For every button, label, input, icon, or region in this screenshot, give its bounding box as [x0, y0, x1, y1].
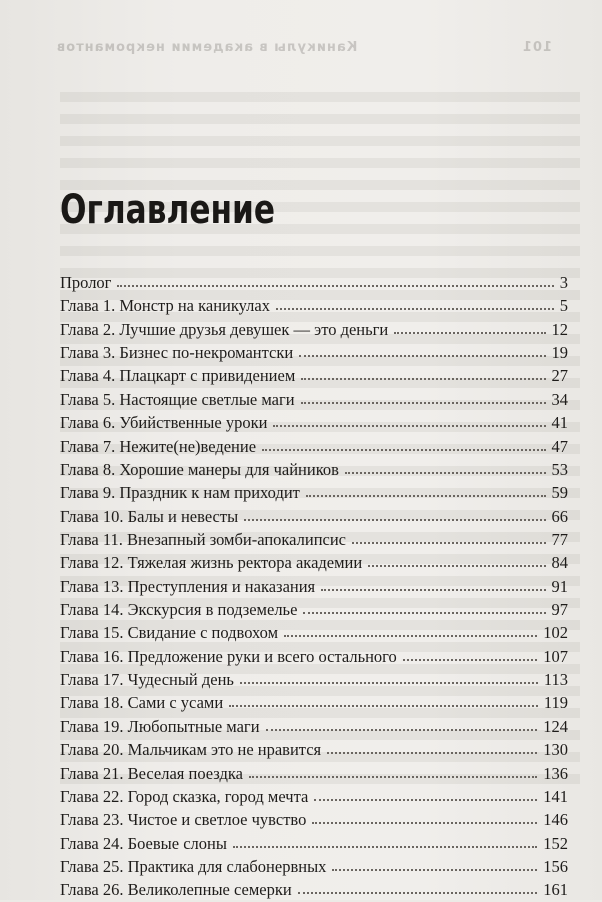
toc-entry[interactable]	[60, 878, 568, 901]
dot-leader	[117, 283, 553, 287]
dot-leader	[303, 610, 545, 614]
toc-entry-label: Глава 8. Хорошие манеры для чайников	[60, 459, 339, 479]
toc-entry-label: Глава 16. Предложение руки и всего остального	[60, 646, 397, 666]
toc-entry-page-number: 136	[543, 763, 568, 783]
toc-entry-label: Глава 21. Веселая поездка	[60, 763, 243, 783]
toc-entry-page-number: 107	[543, 646, 568, 666]
toc-entry-page-number: 102	[543, 623, 568, 643]
dot-leader	[301, 400, 546, 404]
toc-entry[interactable]	[60, 318, 568, 341]
toc-entry[interactable]	[60, 785, 568, 808]
toc-entry-label: Глава 13. Преступления и наказания	[60, 576, 316, 596]
toc-entry-label: Глава 18. Сами с усами	[60, 693, 224, 713]
toc-entry-label: Глава 24. Боевые слоны	[60, 833, 227, 853]
toc-entry[interactable]	[60, 691, 568, 714]
dot-leader	[321, 587, 545, 591]
toc-entry-label: Глава 2. Лучшие друзья девушек — это деньги	[60, 319, 389, 339]
toc-entry-label: Глава 5. Настоящие светлые маги	[60, 389, 295, 409]
toc-entry-label: Глава 4. Плацкарт с привидением	[60, 366, 296, 386]
toc-entry-page-number: 53	[551, 459, 568, 479]
toc-entry-label: Глава 12. Тяжелая жизнь ректора академии	[60, 553, 363, 573]
toc-entry[interactable]	[60, 364, 568, 387]
dot-leader	[299, 353, 545, 357]
toc-entry[interactable]	[60, 575, 568, 598]
dot-leader	[394, 330, 545, 334]
toc-entry-label: Глава 15. Свидание с подвохом	[60, 623, 279, 643]
dot-leader	[266, 727, 538, 731]
toc-entry-page-number: 124	[543, 716, 568, 736]
toc-entry[interactable]	[60, 505, 568, 528]
dot-leader	[327, 750, 537, 754]
toc-entry-label: Глава 1. Монстр на каникулах	[60, 296, 270, 316]
toc-entry-page-number: 66	[551, 506, 568, 526]
toc-entry-page-number: 91	[551, 576, 568, 596]
toc-entry[interactable]	[60, 294, 568, 317]
toc-entry[interactable]	[60, 668, 568, 691]
dot-leader	[249, 774, 537, 778]
toc-entry-label: Глава 25. Практика для слабонервных	[60, 856, 327, 876]
page-title: Оглавление	[60, 187, 276, 233]
toc-entry-label: Глава 14. Экскурсия в подземелье	[60, 600, 298, 620]
toc-entry[interactable]	[60, 271, 568, 294]
dot-leader	[314, 797, 537, 801]
toc-entry-page-number: 84	[551, 553, 568, 573]
toc-entry[interactable]	[60, 551, 568, 574]
dot-leader	[345, 470, 546, 474]
dot-leader	[276, 306, 554, 310]
toc-entry[interactable]	[60, 832, 568, 855]
toc-entry[interactable]	[60, 738, 568, 761]
toc-entry-page-number: 59	[551, 483, 568, 503]
toc-entry-page-number: 146	[543, 810, 568, 830]
dot-leader	[262, 447, 545, 451]
dot-leader	[352, 540, 545, 544]
toc-entry-label: Глава 20. Мальчикам это не нравится	[60, 740, 322, 760]
toc-entry[interactable]	[60, 855, 568, 878]
toc-entry[interactable]	[60, 645, 568, 668]
toc-entry-label: Глава 19. Любопытные маги	[60, 716, 260, 736]
toc-entry-page-number: 27	[551, 366, 568, 386]
toc-entry-page-number: 3	[559, 273, 568, 292]
toc-entry[interactable]	[60, 458, 568, 481]
dot-leader	[368, 563, 545, 567]
dot-leader	[284, 633, 537, 637]
toc-entry[interactable]	[60, 411, 568, 434]
toc-entry[interactable]	[60, 388, 568, 411]
toc-entry-page-number: 97	[551, 600, 568, 620]
toc-entry-label: Глава 10. Балы и невесты	[60, 506, 239, 526]
dot-leader	[240, 680, 538, 684]
toc-entry-label: Глава 7. Нежите(не)ведение	[60, 436, 257, 456]
toc-entry[interactable]	[60, 762, 568, 785]
toc-entry-label: Глава 3. Бизнес по-некромантски	[60, 343, 294, 363]
dot-leader	[312, 820, 537, 824]
toc-entry[interactable]	[60, 528, 568, 551]
toc-entry-label: Глава 26. Великолепные семерки	[60, 880, 292, 900]
toc-entry-page-number: 12	[551, 319, 568, 339]
toc-entry-page-number: 130	[543, 740, 568, 760]
toc-entry-label: Глава 11. Внезапный зомби-апокалипсис	[60, 529, 347, 549]
toc-entry-page-number: 152	[543, 833, 568, 853]
toc-entry[interactable]	[60, 598, 568, 621]
toc-entry[interactable]	[60, 341, 568, 364]
dot-leader	[332, 867, 537, 871]
table-of-contents	[60, 271, 568, 902]
toc-entry-label: Глава 22. Город сказка, город мечта	[60, 786, 309, 806]
toc-entry[interactable]	[60, 621, 568, 644]
dot-leader	[273, 423, 545, 427]
mirrored-running-header	[56, 40, 552, 55]
dot-leader	[301, 376, 545, 380]
running-title: Каникулы в академии некромантов	[56, 40, 358, 55]
toc-entry-label: Глава 23. Чистое и светлое чувство	[60, 810, 307, 830]
toc-entry-page-number: 5	[559, 296, 568, 316]
toc-entry-page-number: 34	[551, 389, 568, 409]
toc-entry-page-number: 19	[551, 343, 568, 363]
toc-entry-page-number: 141	[543, 786, 568, 806]
toc-entry-label: Глава 17. Чудесный день	[60, 670, 234, 690]
toc-entry[interactable]	[60, 808, 568, 831]
toc-entry-page-number: 47	[551, 436, 568, 456]
toc-entry[interactable]	[60, 435, 568, 458]
toc-entry-label: Пролог	[60, 273, 112, 292]
toc-entry-page-number: 156	[543, 856, 568, 876]
toc-entry-page-number: 119	[543, 693, 568, 713]
dot-leader	[298, 890, 538, 894]
dot-leader	[233, 844, 537, 848]
toc-entry-label: Глава 9. Праздник к нам приходит	[60, 483, 300, 503]
dot-leader	[244, 517, 545, 521]
toc-entry-page-number: 161	[543, 880, 568, 900]
toc-entry[interactable]	[60, 715, 568, 738]
dot-leader	[229, 703, 538, 707]
dot-leader	[403, 657, 537, 661]
toc-entry[interactable]	[60, 481, 568, 504]
dot-leader	[306, 493, 546, 497]
toc-entry-label: Глава 6. Убийственные уроки	[60, 413, 268, 433]
toc-entry-page-number: 77	[551, 529, 568, 549]
toc-entry-page-number: 113	[543, 670, 568, 690]
running-page-number: 101	[521, 40, 552, 55]
toc-entry-page-number: 41	[551, 413, 568, 433]
